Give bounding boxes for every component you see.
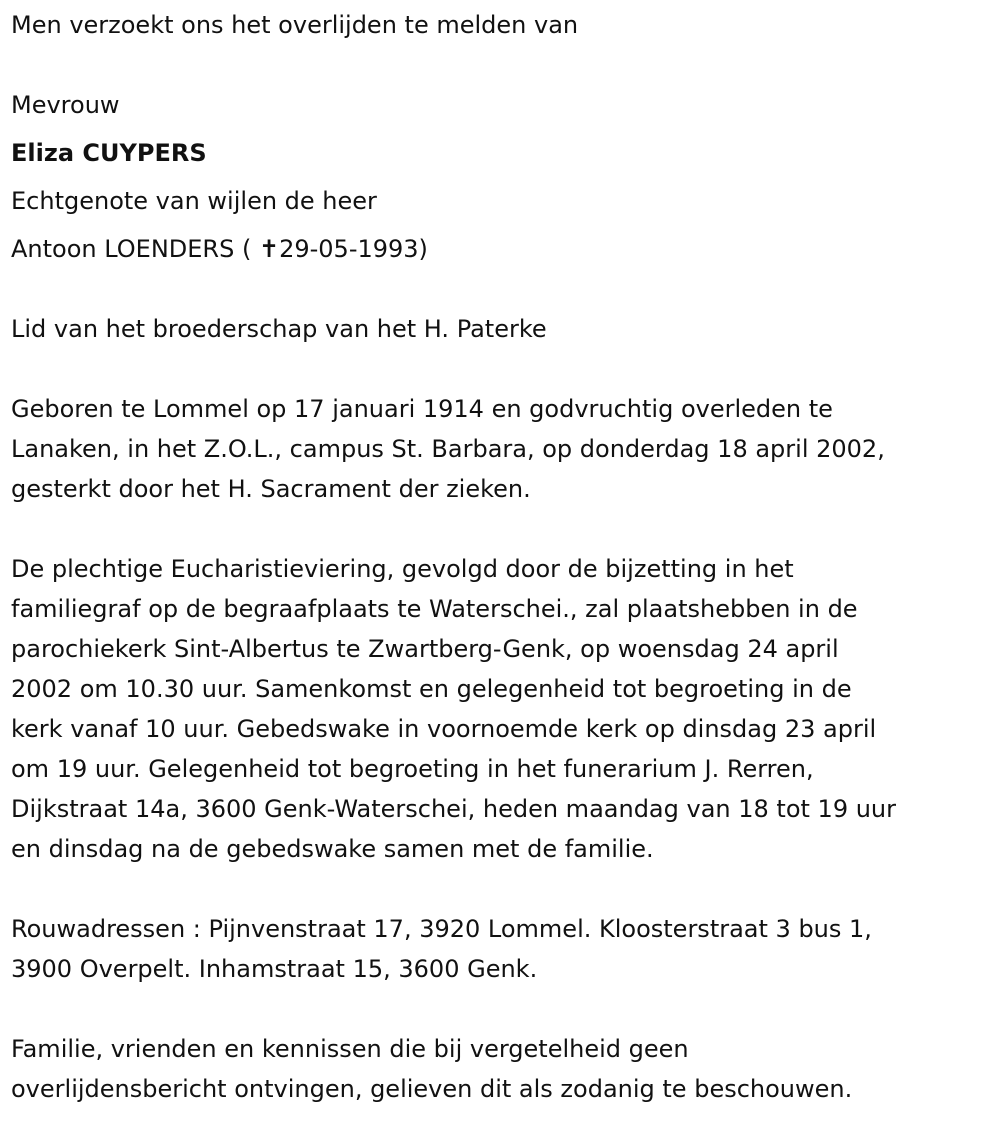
paragraph-line: Familie, vrienden en kennissen die bij vergetelheid geen <box>11 1035 689 1063</box>
death-notice <box>11 0 986 1109</box>
paragraph-line: overlijdensbericht ontvingen, gelieven dit als zodanig te beschouwen. <box>11 1075 853 1103</box>
paragraph-line: om 19 uur. Gelegenheid tot begroeting in het funerarium J. Rerren, <box>11 755 814 783</box>
spacer <box>11 509 986 549</box>
paragraph-line: De plechtige Eucharistieviering, gevolgd door de bijzetting in het <box>11 555 794 583</box>
closing-paragraph <box>11 1029 986 1109</box>
spacer <box>11 869 986 909</box>
intro-text: Men verzoekt ons het overlijden te melden van <box>11 11 579 39</box>
salutation: Mevrouw <box>11 91 120 119</box>
paragraph-line: Rouwadressen : Pijnvenstraat 17, 3920 Lommel. Kloosterstraat 3 bus 1, <box>11 915 872 943</box>
birth-death-paragraph <box>11 389 986 509</box>
paragraph-line: Lanaken, in het Z.O.L., campus St. Barbara, op donderdag 18 april 2002, <box>11 435 885 463</box>
spouse-line: Echtgenote van wijlen de heer <box>11 187 377 215</box>
spacer <box>11 45 986 85</box>
addresses-paragraph <box>11 909 986 989</box>
paragraph-line: Geboren te Lommel op 17 januari 1914 en godvruchtig overleden te <box>11 395 833 423</box>
spacer <box>11 989 986 1029</box>
paragraph-line: Dijkstraat 14a, 3600 Genk-Waterschei, heden maandag van 18 tot 19 uur <box>11 795 896 823</box>
paragraph-line: kerk vanaf 10 uur. Gebedswake in voornoemde kerk op dinsdag 23 april <box>11 715 877 743</box>
spouse-death-date: 29-05-1993) <box>279 235 428 263</box>
paragraph-line: en dinsdag na de gebedswake samen met de familie. <box>11 835 654 863</box>
deceased-name: Eliza CUYPERS <box>11 139 207 167</box>
paragraph-line: 2002 om 10.30 uur. Samenkomst en gelegenheid tot begroeting in de <box>11 675 852 703</box>
spouse-name: Antoon LOENDERS ( <box>11 235 252 263</box>
paragraph-line: parochiekerk Sint-Albertus te Zwartberg-Genk, op woensdag 24 april <box>11 635 839 663</box>
spacer <box>11 349 986 389</box>
membership-text: Lid van het broederschap van het H. Paterke <box>11 315 547 343</box>
spouse-detail <box>11 229 986 269</box>
paragraph-line: familiegraf op de begraafplaats te Waterschei., zal plaatshebben in de <box>11 595 858 623</box>
paragraph-line: 3900 Overpelt. Inhamstraat 15, 3600 Genk. <box>11 955 538 983</box>
paragraph-line: gesterkt door het H. Sacrament der zieken. <box>11 475 531 503</box>
spacer <box>11 269 986 309</box>
ceremony-paragraph <box>11 549 986 869</box>
cross-icon: ✝ <box>258 235 280 263</box>
